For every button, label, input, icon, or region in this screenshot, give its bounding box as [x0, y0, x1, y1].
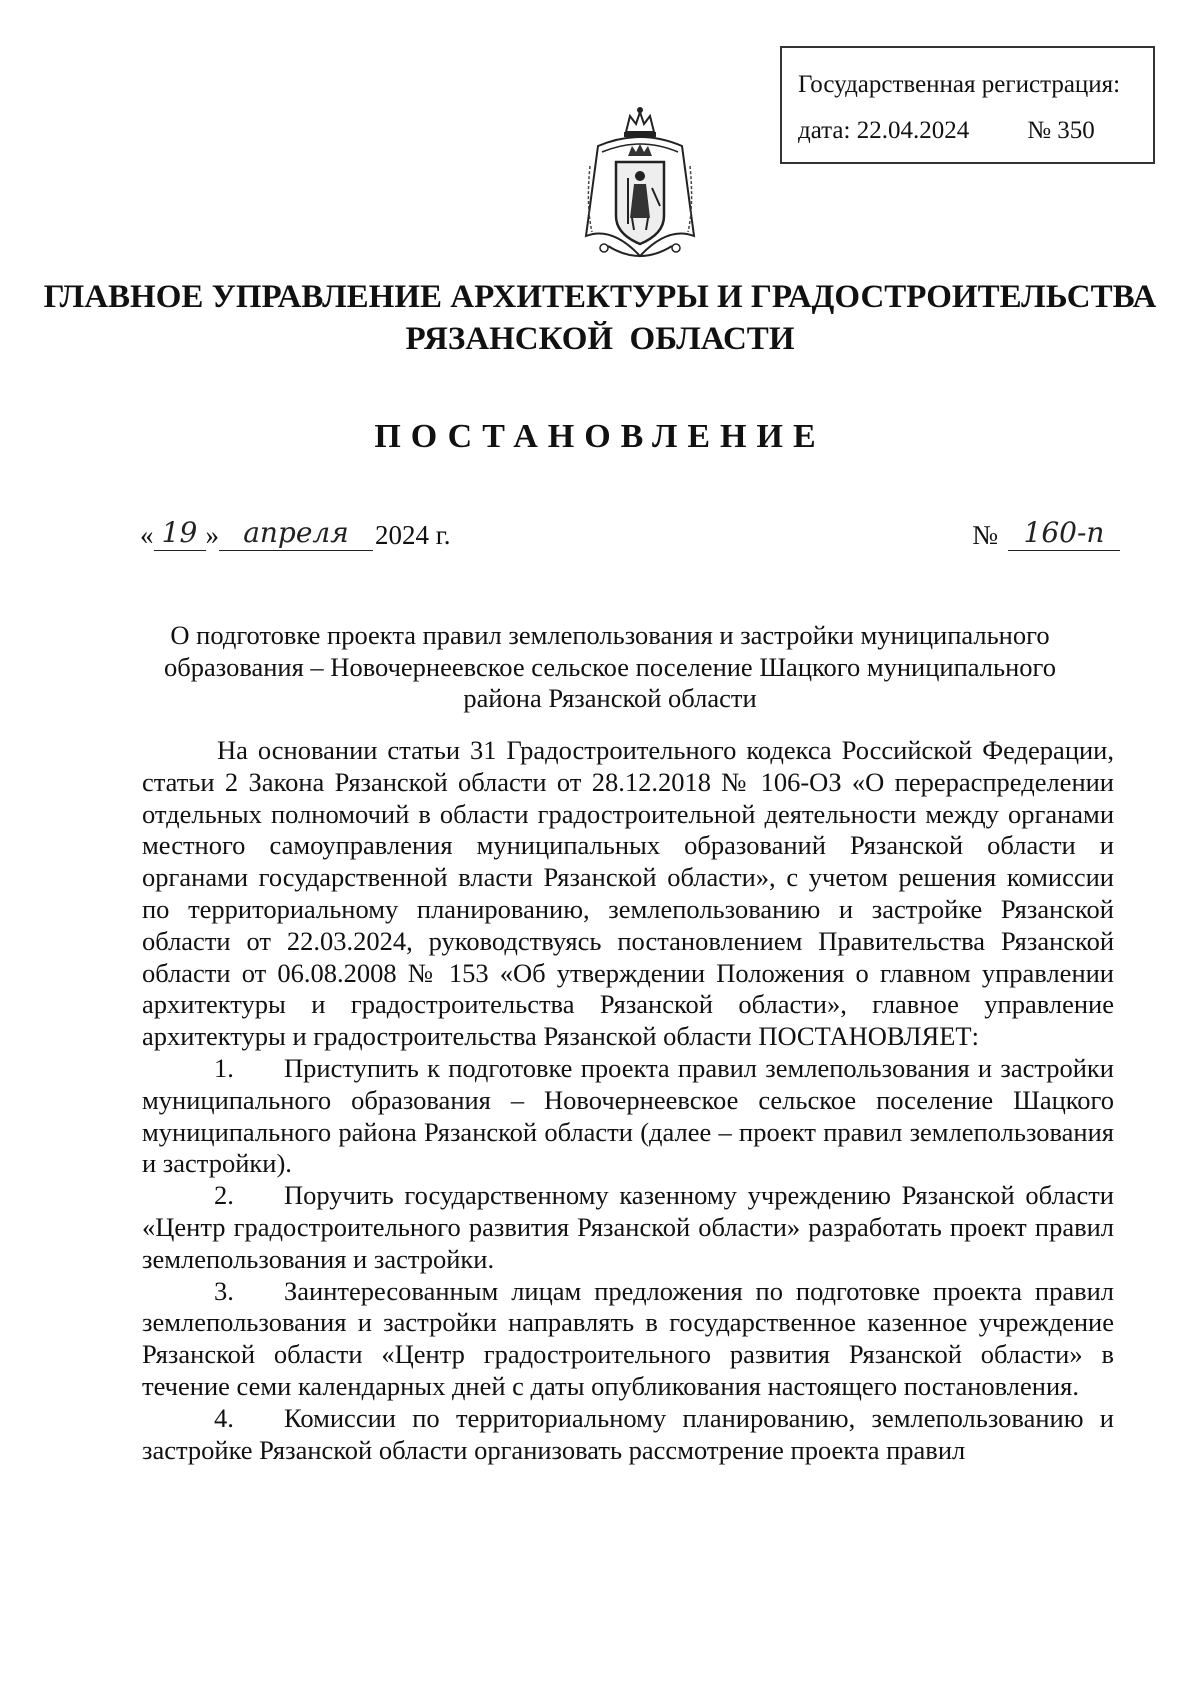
number-value: 160-п [1008, 516, 1120, 551]
registration-number: № 350 [1027, 117, 1095, 144]
item-number: 2. [214, 1180, 234, 1211]
list-item [142, 1276, 1114, 1403]
registration-stamp [780, 46, 1155, 164]
date-day: 19 [154, 516, 206, 551]
date-close-quote: » [205, 520, 219, 550]
document-body [142, 735, 1114, 1466]
item-text: Комиссии по территориальному планированию, землепользованию и застройке Рязанской области организовать рассмотрение проекта правил [142, 1402, 1114, 1465]
registration-date: дата: 22.04.2024 [798, 117, 970, 144]
organization-title [0, 276, 1200, 360]
item-text: Поручить государственному казенному учреждению Рязанской области «Центр градостроительного развития Рязанской области» разработать проект правил землепользования и застройки. [142, 1180, 1114, 1274]
date-year: 2024 г. [375, 520, 451, 550]
list-item [142, 1053, 1114, 1180]
item-number: 3. [214, 1275, 234, 1306]
organization-title-line2: РЯЗАНСКОЙ ОБЛАСТИ [405, 321, 795, 357]
item-text: Заинтересованным лицам предложения по подготовке проекта правил землепользования и застройки направлять в государственное казенное учреждение Рязанской области «Центр градостроительного развития Рязанской области» в течение семи календарных дней с даты опубликования настоящего постановления. [142, 1275, 1114, 1401]
list-item [142, 1403, 1114, 1467]
registration-heading: Государственная регистрация: [798, 71, 1121, 98]
document-title: ПОСТАНОВЛЕНИЕ [374, 418, 826, 455]
document-subject: О подготовке проекта правил землепользования и застройки муниципального образования – Новочернеевское сельское поселение Шацкого муниципального района Рязанской области [164, 620, 1056, 713]
ryazan-coat-of-arms-icon [568, 106, 712, 272]
item-text: Приступить к подготовке проекта правил землепользования и застройки муниципального образования – Новочернеевское сельское поселение Шацкого муниципального района Рязанской области (далее – проект правил землепользования и застройки). [142, 1052, 1114, 1179]
document-date [140, 516, 451, 551]
item-number: 1. [214, 1052, 234, 1083]
document-number [972, 516, 1120, 551]
organization-title-line1: ГЛАВНОЕ УПРАВЛЕНИЕ АРХИТЕКТУРЫ И ГРАДОСТРОИТЕЛЬСТВА [43, 279, 1157, 315]
date-month: апреля [219, 516, 373, 551]
registration-details [798, 108, 1153, 154]
preamble-paragraph: На основании статьи 31 Градостроительного кодекса Российской Федерации, статьи 2 Закона Рязанской области от 28.12.2018 № 106-ОЗ «О перераспределении отдельных полномочий в области градостроительной деятельности между органами местного самоуправления муниципальных образований Рязанской области и органами государственной власти Рязанской области», с учетом решения комиссии по территориальному планированию, землепользованию и застройке Рязанской области от 22.03.2024, руководствуясь постановлением Правительства Рязанской области от 06.08.2008 № 153 «Об утверждении Положения о главном управлении архитектуры и градостроительства Рязанской области», главное управление архитектуры и градостроительства Рязанской области ПОСТАНОВЛЯЕТ: [142, 735, 1114, 1052]
item-number: 4. [214, 1402, 234, 1433]
number-label: № [972, 520, 998, 550]
date-open-quote: « [140, 520, 154, 550]
list-item [142, 1180, 1114, 1275]
